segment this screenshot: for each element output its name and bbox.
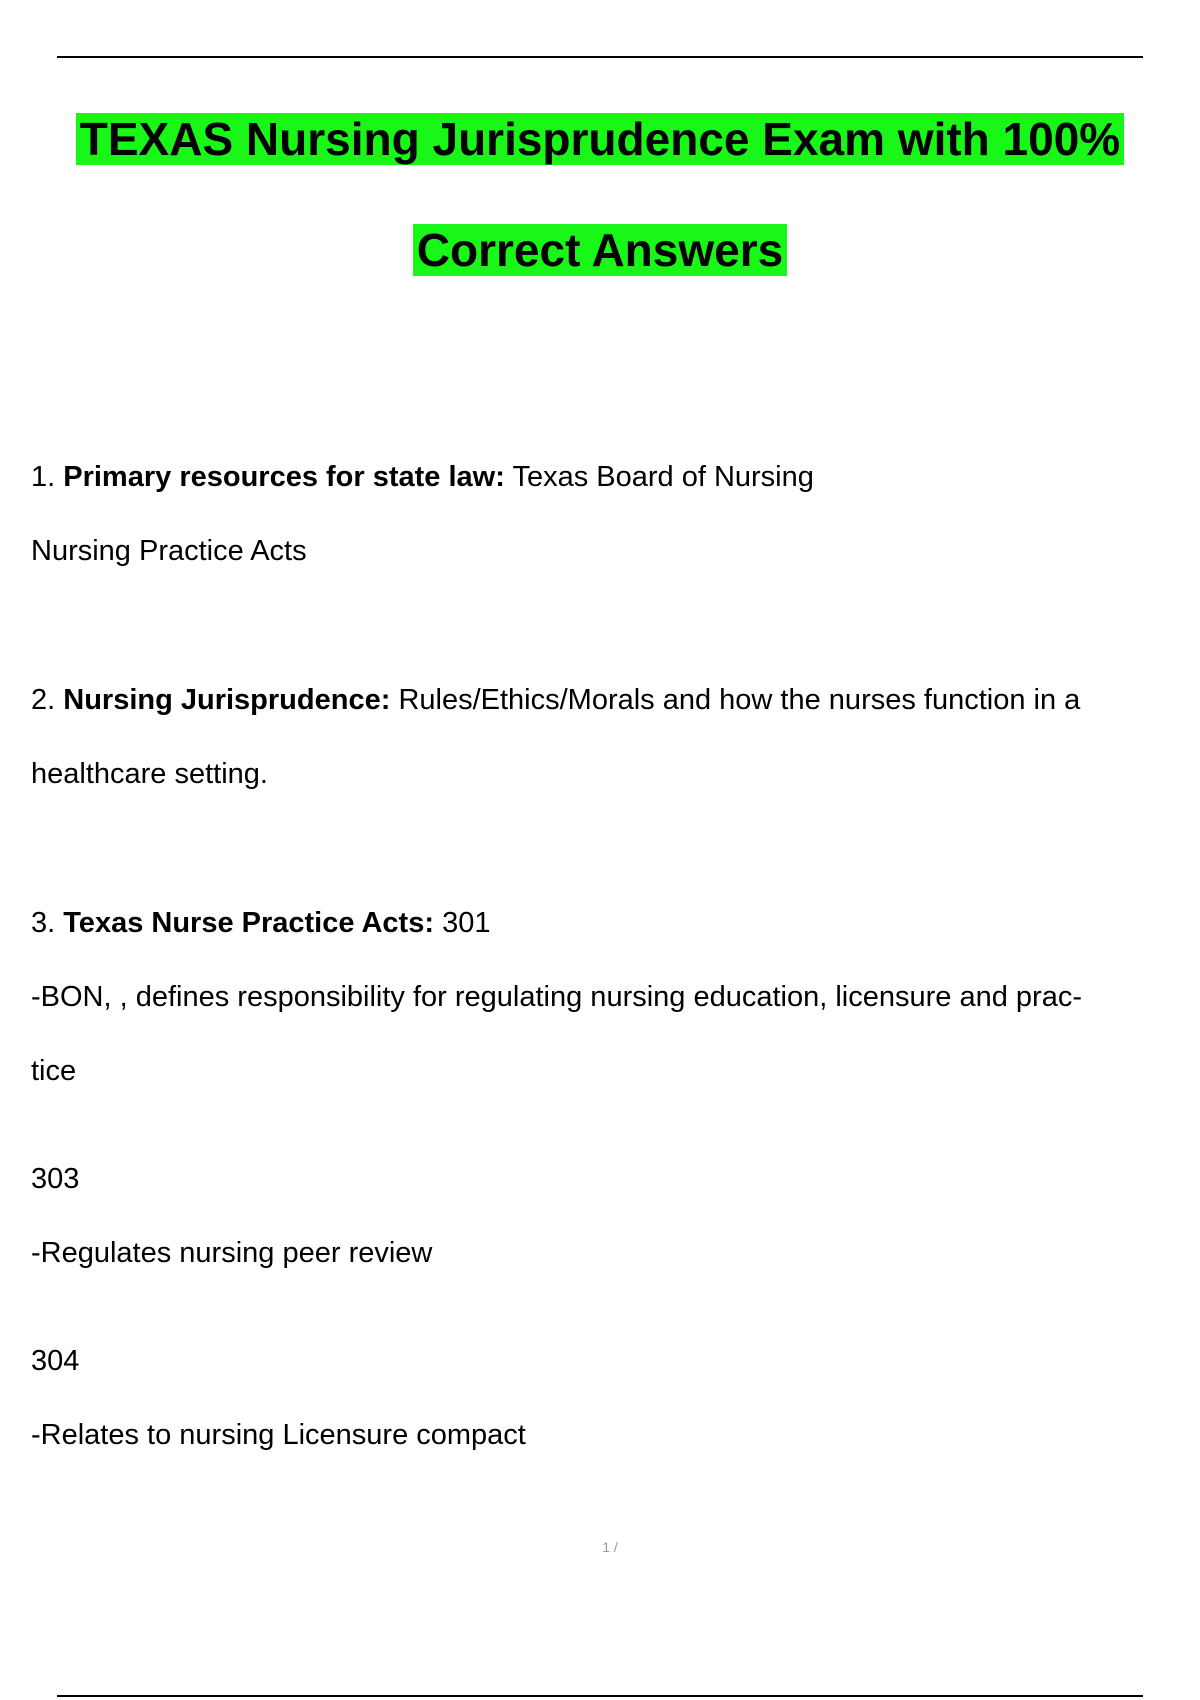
question-3-answer-line-2: -BON, , defines responsibility for regulating nursing education, licensure and prac-	[31, 981, 1082, 1013]
question-2-answer: Rules/Ethics/Morals and how the nurses function in a	[398, 684, 1081, 716]
document-title-line-1: TEXAS Nursing Jurisprudence Exam with 100%	[0, 111, 1200, 167]
question-3-answer-line-7: -Relates to nursing Licensure compact	[31, 1419, 526, 1451]
question-3-term: Texas Nurse Practice Acts:	[63, 907, 434, 939]
document-title-line-2: Correct Answers	[0, 222, 1200, 278]
question-2-answer-cont: healthcare setting.	[31, 758, 268, 790]
question-3-answer-line-4: 303	[31, 1163, 80, 1195]
question-3: 3. Texas Nurse Practice Acts: 301	[31, 907, 491, 939]
question-3-answer-line-5: -Regulates nursing peer review	[31, 1237, 433, 1269]
question-3-answer: 301	[442, 907, 491, 939]
question-2: 2. Nursing Jurisprudence: Rules/Ethics/Morals and how the nurses function in a	[31, 684, 1081, 716]
page-number: 1 /	[602, 1539, 618, 1555]
question-3-answer-line-3: tice	[31, 1055, 77, 1087]
top-rule	[57, 56, 1143, 58]
bottom-rule	[57, 1695, 1143, 1697]
question-2-term: Nursing Jurisprudence:	[63, 684, 391, 716]
question-1-answer-cont: Nursing Practice Acts	[31, 535, 307, 567]
question-1-term: Primary resources for state law:	[63, 461, 505, 493]
question-1: 1. Primary resources for state law: Texas Board of Nursing	[31, 461, 814, 493]
question-1-answer: Texas Board of Nursing	[512, 461, 814, 493]
question-3-answer-line-6: 304	[31, 1345, 80, 1377]
